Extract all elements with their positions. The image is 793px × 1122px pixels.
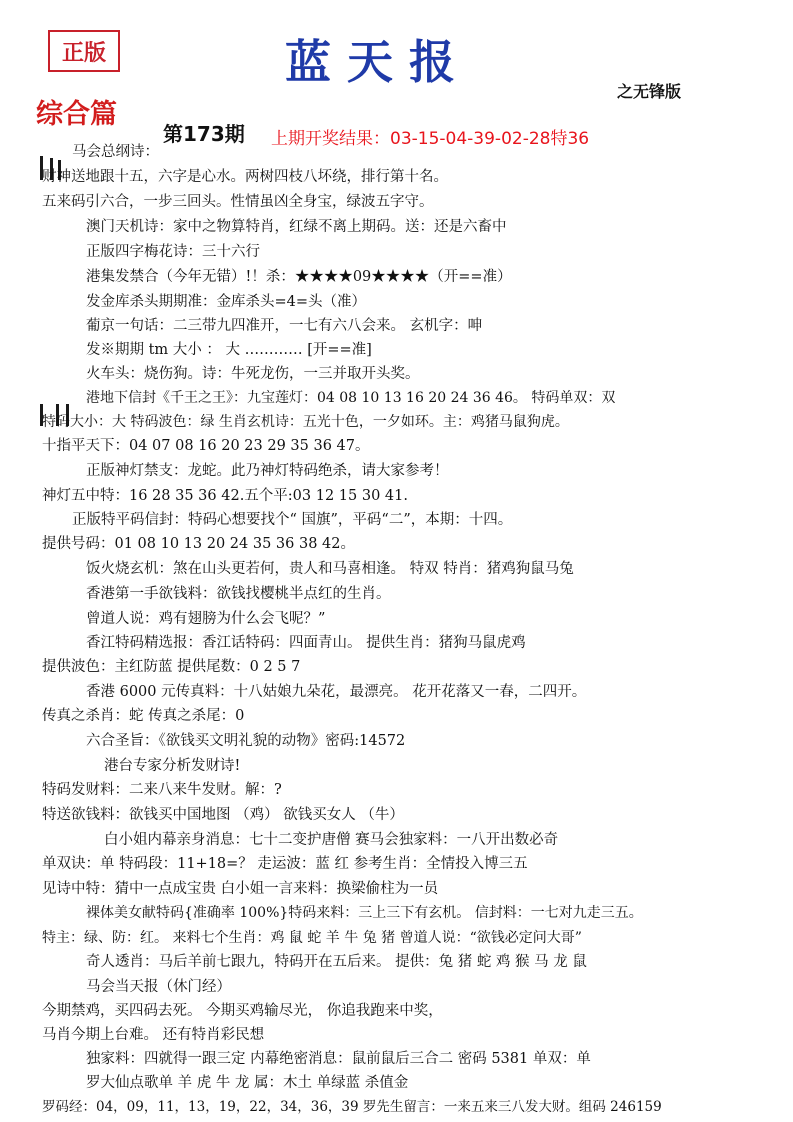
body-line: 港台专家分析发财诗! [104, 758, 241, 774]
body-line: 曾道人说：鸡有翅膀为什么会飞呢？” [86, 611, 326, 627]
body-line: 六合圣旨：《欲钱买文明礼貌的动物》密码:14572 [86, 733, 406, 749]
section-title: 综合篇 [36, 99, 117, 130]
body-line: 传真之杀肖：蛇 传真之杀尾：0 [42, 708, 245, 724]
body-line: 独家料：四就得一跟三定 内幕绝密消息：鼠前鼠后三合二 密码 5381 单双：单 [86, 1051, 591, 1067]
body-line: 香江特码精选报：香江话特码：四面青山。 提供生肖：猪狗马鼠虎鸡 [86, 635, 526, 651]
body-line: 五来码引六合，一步三回头。性情虽凶全身宝，绿波五字守。 [42, 194, 434, 210]
body-line: 提供波色：主红防蓝 提供尾数：0 2 5 7 [42, 659, 301, 675]
body-line: 港地下信封《千王之王》：九宝莲灯：04 08 10 13 16 20 24 36 46。 特码单双：双 [86, 390, 616, 406]
body-line: 十指平天下：04 07 08 16 20 23 29 35 36 47。 [42, 438, 370, 454]
result-numbers: 03-15-04-39-02-28特36 [390, 129, 590, 149]
official-edition-badge: 正版 [48, 30, 120, 72]
last-draw-result [271, 124, 589, 149]
body-line: 正版特平码信封：特码心想要找个“ 国旗”，平码“二”，本期：十四。 [72, 512, 513, 528]
body-line: 葡京一句话：二三带九四准开，一七有六八会来。 玄机字：呻 [86, 318, 483, 334]
result-label: 上期开奖结果： [271, 129, 390, 149]
body-line: 发※期期 tm 大小 ： 大 ………… [开==准] [86, 342, 372, 358]
body-line: 火车头：烧伤狗。诗：牛死龙伤，一三并取开头奖。 [86, 366, 420, 382]
body-line: 澳门天机诗：家中之物算特肖，红绿不离上期码。送：还是六畜中 [86, 219, 507, 235]
body-line: 马会总纲诗： [72, 144, 159, 160]
body-line: 香港 6000 元传真料：十八姑娘九朵花，最漂亮。 花开花落又一春，二四开。 [86, 684, 587, 700]
issue-number: 第173期 [163, 122, 245, 146]
body-line: 裸体美女献特码{准确率 100%}特码来料：三上三下有玄机。 信封料：一七对九走三五。 [86, 905, 643, 921]
body-line: 神灯五中特：16 28 35 36 42.五个平:03 12 15 30 41. [42, 488, 408, 504]
body-line: 今期禁鸡，买四码去死。 今期买鸡输尽光， 你追我跑来中奖， [42, 1003, 443, 1019]
body-line: 提供号码：01 08 10 13 20 24 35 36 38 42。 [42, 536, 355, 552]
body-line: 香港第一手欲钱料：欲钱找樱桃半点红的生肖。 [86, 586, 391, 602]
body-line: 单双诀：单 特码段：11+18=？ 走运波：蓝 红 参考生肖：全情投入博三五 [42, 856, 528, 872]
body-line: 特主：绿、防：红。 来料七个生肖：鸡 鼠 蛇 羊 牛 兔 猪 曾道人说：“欲钱必定问大哥” [42, 930, 582, 946]
body-line: 财神送地跟十五，六字是心水。两树四枝八坏绕，排行第十名。 [42, 169, 448, 185]
edition-label: 之无锋版 [617, 82, 682, 101]
body-line: 正版神灯禁支：龙蛇。此乃神灯特码绝杀，请大家参考！ [86, 463, 449, 479]
body-line: 港集发禁合（今年无错）!！杀：★★★★09★★★★（开==准） [86, 269, 512, 285]
body-line: 饭火烧玄机：煞在山头更若何，贵人和马喜相逢。 特双 特肖：猪鸡狗鼠马兔 [86, 561, 574, 577]
body-line: 马会当天报（休门经） [86, 979, 231, 995]
body-line: 正版四字梅花诗：三十六行 [86, 244, 260, 260]
body-line: 特码发财料：二来八来牛发财。解：? [42, 782, 282, 798]
newspaper-title: 蓝天报 [285, 35, 471, 89]
body-line: 特送欲钱料：欲钱买中国地图 （鸡） 欲钱买女人 （牛） [42, 807, 404, 823]
body-line: 发金库杀头期期准：金库杀头=4=头（准） [86, 294, 367, 310]
body-line: 白小姐内幕亲身消息：七十二变护唐僧 赛马会独家料：一八开出数必奇 [104, 832, 559, 848]
body-line: 特码大小：大 特码波色：绿 生肖玄机诗：五光十色，一夕如环。主：鸡猪马鼠狗虎。 [42, 414, 569, 430]
body-line: 罗大仙点歌单 羊 虎 牛 龙 属：木土 单绿蓝 杀值金 [86, 1075, 409, 1091]
body-line: 奇人透肖：马后羊前七跟九，特码开在五后来。 提供：兔 猪 蛇 鸡 猴 马 龙 鼠 [86, 954, 587, 970]
body-line: 罗码经：04，09，11，13，19，22，34，36，39 罗先生留言：一来五来三八发大财。组码 246159 [42, 1099, 662, 1115]
body-line: 见诗中特：猜中一点成宝贵 白小姐一言来料：换梁偷柱为一员 [42, 881, 439, 897]
body-line: 马肖今期上台难。 还有特肖彩民想 [42, 1027, 265, 1043]
